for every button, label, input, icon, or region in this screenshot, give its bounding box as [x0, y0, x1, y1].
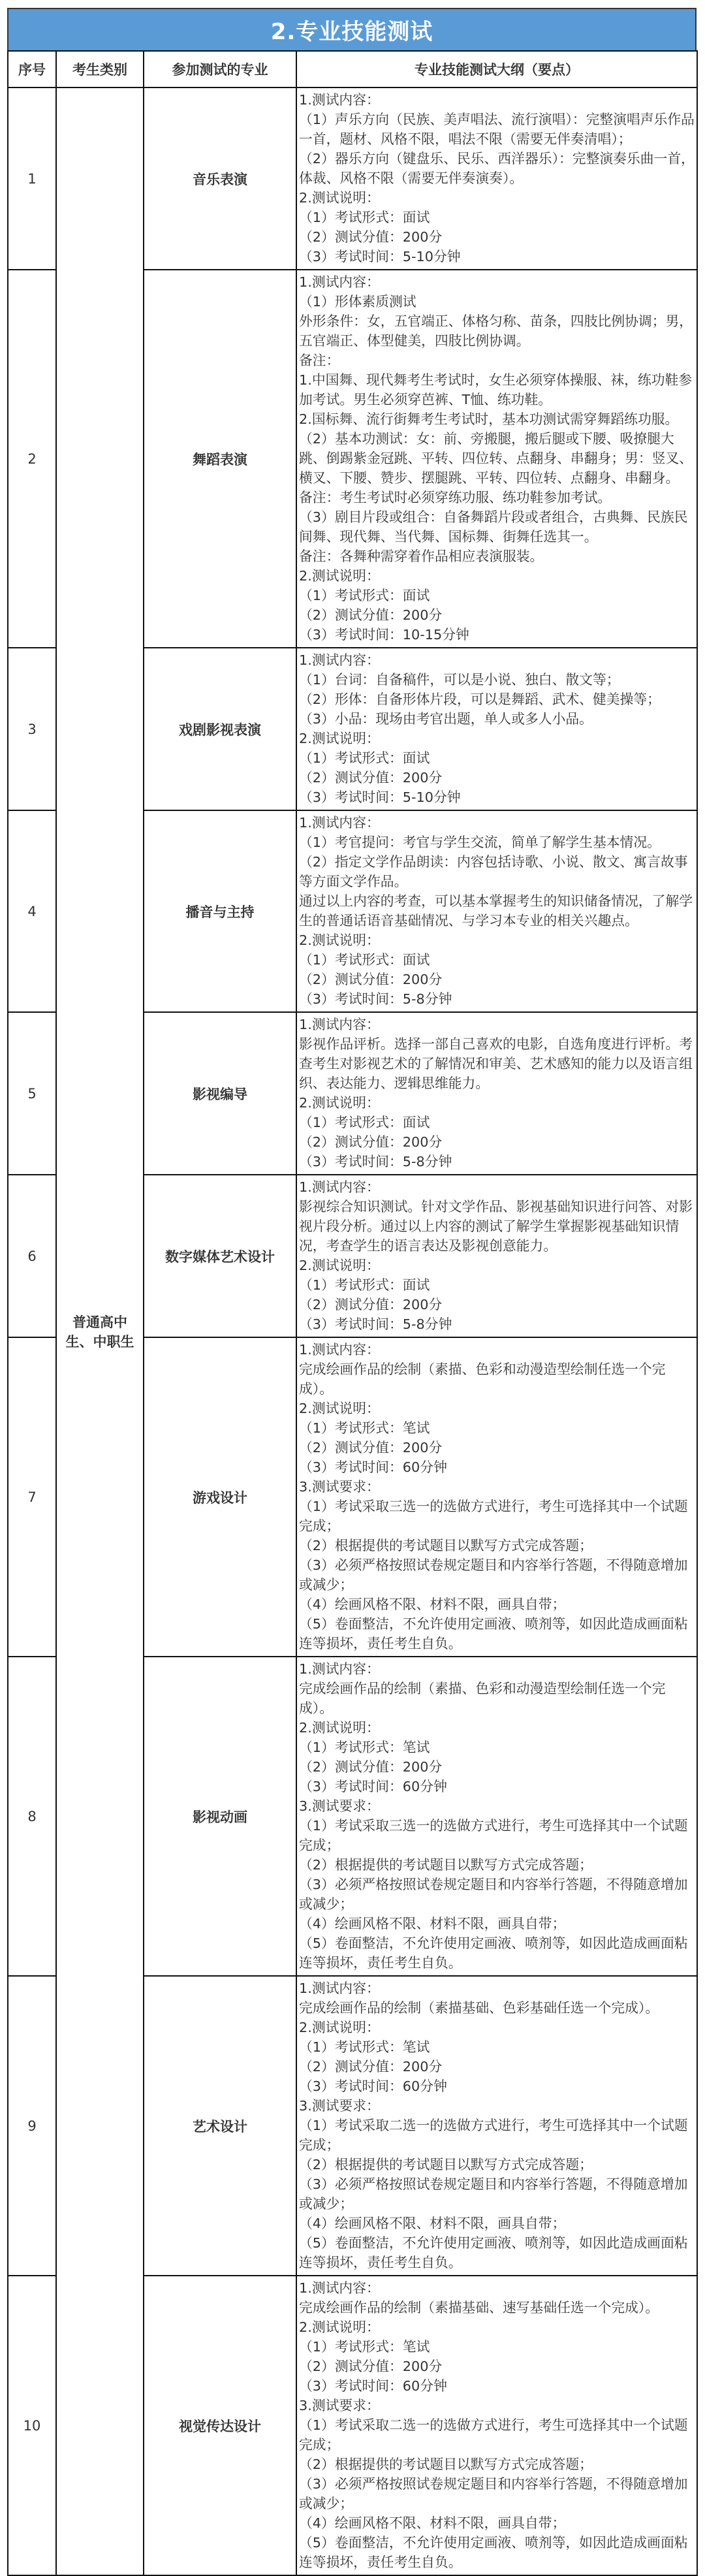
- test-outline: [296, 1976, 697, 2276]
- outline-line: （1）考官提问：考官与学生交流，简单了解学生基本情况。: [299, 835, 661, 850]
- header-outline: 专业技能测试大纲（要点）: [296, 51, 697, 87]
- outline-line: （2）指定文学作品朗读：内容包括诗歌、小说、散文、寓言故事等方面文学作品。: [299, 854, 688, 889]
- outline-line: （1）考试形式：笔试: [299, 1740, 430, 1755]
- outline-line: 2.测试说明：: [299, 1720, 380, 1736]
- outline-line: （3）考试时间：60分钟: [299, 1459, 447, 1475]
- outline-line: 3.测试要求：: [299, 2398, 380, 2413]
- outline-line: （2）测试分值：200分: [299, 2359, 443, 2374]
- row-number: 5: [8, 1012, 56, 1175]
- test-outline: [296, 2276, 697, 2575]
- test-outline: [296, 648, 697, 810]
- major-name: 戏剧影视表演: [144, 648, 296, 810]
- row-number: 1: [8, 87, 56, 270]
- table-title: 2.专业技能测试: [270, 19, 433, 45]
- outline-line: 3.测试要求：: [299, 1798, 380, 1814]
- outline-line: 1.测试内容：: [299, 1179, 380, 1195]
- outline-line: （2）器乐方向（键盘乐、民乐、西洋器乐）：完整演奏乐曲一首，体裁、风格不限（需要无伴奏演奏）。: [299, 151, 695, 186]
- outline-line: （2）测试分值：200分: [299, 1440, 443, 1455]
- outline-line: （3）考试时间：60分钟: [299, 2378, 447, 2394]
- test-outline: [296, 87, 697, 270]
- outline-line: （2）测试分值：200分: [299, 1759, 443, 1775]
- table-title-band: [7, 8, 697, 50]
- outline-line: （1）考试形式：面试: [299, 588, 430, 603]
- major-name: 视觉传达设计: [144, 2276, 296, 2575]
- row-number: 2: [8, 270, 56, 648]
- outline-line: （1）形体素质测试: [299, 294, 416, 310]
- outline-line: （1）考试形式：面试: [299, 1115, 430, 1130]
- outline-line: （3）必须严格按照试卷规定题目和内容举行答题，不得随意增加或减少；: [299, 1557, 688, 1593]
- outline-line: 2.测试说明：: [299, 1401, 380, 1416]
- outline-line: 完成绘画作品的绘制（素描、色彩和动漫造型绘制任选一个完成）。: [299, 1361, 666, 1397]
- outline-line: 外形条件：女，五官端正、体格匀称、苗条，四肢比例协调；男，五官端正、体型健美，四肢比例协调。: [299, 313, 693, 349]
- outline-line: 完成绘画作品的绘制（素描、色彩和动漫造型绘制任选一个完成）。: [299, 1681, 666, 1716]
- outline-line: （2）测试分值：200分: [299, 972, 443, 987]
- outline-line: （1）声乐方向（民族、美声唱法、流行演唱）：完整演唱声乐作品一首，题材、风格不限，唱法不限（需要无伴奏清唱）；: [299, 112, 695, 147]
- outline-line: （3）考试时间：10-15分钟: [299, 627, 469, 643]
- outline-line: 2.测试说明：: [299, 190, 380, 206]
- header-no: 序号: [8, 51, 56, 87]
- header-major: 参加测试的专业: [144, 51, 296, 87]
- outline-line: （1）考试形式：面试: [299, 952, 430, 968]
- major-name: 艺术设计: [144, 1976, 296, 2276]
- row-number: 10: [8, 2276, 56, 2575]
- outline-line: 2.测试说明：: [299, 731, 380, 746]
- outline-line: （2）基本功测试：女：前、旁搬腿，搬后腿或下腰、吸撩腿大跳、倒踢紫金冠跳、平转、四位转、点翻身、串翻身；男：竖叉、横叉、下腰、赞步、摆腿跳、平转、四位转、点翻身、串翻身。: [299, 431, 693, 486]
- row-number: 3: [8, 648, 56, 810]
- row-number: 8: [8, 1657, 56, 1976]
- outline-line: （3）考试时间：5-10分钟: [299, 249, 461, 264]
- outline-line: 1.测试内容：: [299, 2280, 380, 2296]
- outline-line: 3.测试要求：: [299, 2098, 380, 2114]
- row-number: 6: [8, 1175, 56, 1337]
- test-outline: [296, 270, 697, 648]
- outline-line: （2）根据提供的考试题目以默写方式完成答题；: [299, 2157, 593, 2172]
- outline-line: （5）卷面整洁，不允许使用定画液、喷剂等，如因此造成画面粘连等损坏，责任考生自负。: [299, 1935, 688, 1971]
- outline-line: 1.测试内容：: [299, 1342, 380, 1358]
- outline-line: 2.测试说明：: [299, 1258, 380, 1273]
- outline-line: （1）考试采取二选一的选做方式进行，考生可选择其中一个试题完成；: [299, 2118, 688, 2153]
- outline-line: （3）考试时间：5-8分钟: [299, 1154, 452, 1169]
- outline-line: （2）测试分值：200分: [299, 770, 443, 786]
- outline-line: 1.测试内容：: [299, 815, 380, 831]
- outline-line: （2）形体：自备形体片段，可以是舞蹈、武术、健美操等；: [299, 692, 661, 707]
- outline-line: （1）考试采取三选一的选做方式进行，考生可选择其中一个试题完成；: [299, 1818, 688, 1853]
- outline-line: （2）测试分值：200分: [299, 229, 443, 245]
- outline-line: 影视作品评析。选择一部自己喜欢的电影，自选角度进行评析。考查考生对影视艺术的了解情况和审美、艺术感知的能力以及语言组织、表达能力、逻辑思维能力。: [299, 1036, 693, 1091]
- outline-line: （1）考试形式：面试: [299, 750, 430, 766]
- outline-line: （1）考试采取二选一的选做方式进行，考生可选择其中一个试题完成；: [299, 2417, 688, 2453]
- candidate-category: 普通高中生、中职生: [56, 87, 144, 2575]
- header-category: 考生类别: [56, 51, 144, 87]
- outline-line: 1.测试内容：: [299, 274, 380, 290]
- major-name: 音乐表演: [144, 87, 296, 270]
- outline-line: （2）测试分值：200分: [299, 1134, 443, 1150]
- outline-line: 通过以上内容的考查，可以基本掌握考生的知识储备情况，了解学生的普通话语音基础情况、与学习本专业的相关兴趣点。: [299, 893, 693, 929]
- outline-line: （2）测试分值：200分: [299, 607, 443, 623]
- outline-line: 3.测试要求：: [299, 1479, 380, 1495]
- outline-line: （1）考试形式：笔试: [299, 2339, 430, 2355]
- outline-line: （3）剧目片段或组合：自备舞蹈片段或者组合，古典舞、民族民间舞、现代舞、当代舞、国标舞、街舞任选其一。: [299, 509, 688, 545]
- outline-line: 影视综合知识测试。针对文学作品、影视基础知识进行问答、对影视片段分析。通过以上内容的测试了解学生掌握影视基础知识情况，考查学生的语言表达及影视创意能力。: [299, 1199, 693, 1254]
- outline-line: （3）考试时间：5-8分钟: [299, 991, 452, 1007]
- outline-line: 2.测试说明：: [299, 932, 380, 948]
- outline-line: （3）必须严格按照试卷规定题目和内容举行答题，不得随意增加或减少；: [299, 2476, 688, 2511]
- outline-line: （1）考试形式：笔试: [299, 2039, 430, 2055]
- outline-line: 完成绘画作品的绘制（素描基础、色彩基础任选一个完成）。: [299, 2000, 659, 2016]
- outline-line: （3）小品：现场由考官出题，单人或多人小品。: [299, 711, 593, 727]
- major-name: 影视动画: [144, 1657, 296, 1976]
- major-name: 影视编导: [144, 1012, 296, 1175]
- outline-line: （2）测试分值：200分: [299, 1297, 443, 1312]
- skill-test-table-container: [7, 8, 697, 2576]
- outline-line: 2.国标舞、流行街舞考生考试时，基本功测试需穿舞蹈练功服。: [299, 411, 679, 427]
- outline-line: 备注：考生考试时必须穿练功服、练功鞋参加考试。: [299, 490, 612, 505]
- outline-line: （2）测试分值：200分: [299, 2059, 443, 2075]
- test-outline: [296, 1175, 697, 1337]
- outline-line: （4）绘画风格不限、材料不限，画具自带；: [299, 1597, 566, 1612]
- outline-line: （5）卷面整洁，不允许使用定画液、喷剂等，如因此造成画面粘连等损坏，责任考生自负。: [299, 2235, 688, 2270]
- table-row: [8, 87, 697, 270]
- test-outline: [296, 1657, 697, 1976]
- outline-line: （2）根据提供的考试题目以默写方式完成答题；: [299, 1857, 593, 1873]
- outline-line: 1.测试内容：: [299, 652, 380, 668]
- outline-line: （4）绘画风格不限、材料不限，画具自带；: [299, 2216, 566, 2231]
- major-name: 游戏设计: [144, 1337, 296, 1657]
- outline-line: 1.测试内容：: [299, 92, 380, 108]
- row-number: 7: [8, 1337, 56, 1657]
- row-number: 4: [8, 810, 56, 1012]
- outline-line: （3）考试时间：60分钟: [299, 1779, 447, 1794]
- outline-line: 1.测试内容：: [299, 1980, 380, 1996]
- test-outline: [296, 810, 697, 1012]
- outline-line: （3）必须严格按照试卷规定题目和内容举行答题，不得随意增加或减少；: [299, 1877, 688, 1912]
- outline-line: （5）卷面整洁，不允许使用定画液、喷剂等，如因此造成画面粘连等损坏，责任考生自负。: [299, 2535, 688, 2570]
- row-number: 9: [8, 1976, 56, 2276]
- outline-line: （1）考试形式：面试: [299, 1277, 430, 1293]
- outline-line: （5）卷面整洁，不允许使用定画液、喷剂等，如因此造成画面粘连等损坏，责任考生自负。: [299, 1616, 688, 1651]
- outline-line: （2）根据提供的考试题目以默写方式完成答题；: [299, 1538, 593, 1553]
- major-name: 播音与主持: [144, 810, 296, 1012]
- outline-line: （2）根据提供的考试题目以默写方式完成答题；: [299, 2457, 593, 2472]
- outline-line: 2.测试说明：: [299, 2319, 380, 2335]
- test-outline: [296, 1337, 697, 1657]
- outline-line: 2.测试说明：: [299, 2020, 380, 2035]
- outline-line: （1）考试采取三选一的选做方式进行，考生可选择其中一个试题完成；: [299, 1499, 688, 1534]
- major-name: 舞蹈表演: [144, 270, 296, 648]
- outline-line: （1）台词：自备稿件，可以是小说、独白、散文等；: [299, 672, 620, 688]
- major-name: 数字媒体艺术设计: [144, 1175, 296, 1337]
- outline-line: （4）绘画风格不限、材料不限，画具自带；: [299, 1916, 566, 1932]
- outline-line: （3）考试时间：60分钟: [299, 2078, 447, 2094]
- outline-line: 1.测试内容：: [299, 1017, 380, 1032]
- test-outline: [296, 1012, 697, 1175]
- outline-line: （1）考试形式：面试: [299, 210, 430, 225]
- outline-line: 2.测试说明：: [299, 568, 380, 584]
- outline-line: （3）考试时间：5-8分钟: [299, 1316, 452, 1332]
- outline-line: （3）必须严格按照试卷规定题目和内容举行答题，不得随意增加或减少；: [299, 2176, 688, 2212]
- outline-line: 2.测试说明：: [299, 1095, 380, 1111]
- outline-line: （1）考试形式：笔试: [299, 1420, 430, 1436]
- outline-line: （4）绘画风格不限、材料不限，画具自带；: [299, 2515, 566, 2531]
- outline-line: 1.中国舞、现代舞考生考试时，女生必须穿体操服、袜，练功鞋参加考试。男生必须穿芭裤、T恤、练功鞋。: [299, 372, 693, 407]
- outline-line: 完成绘画作品的绘制（素描基础、速写基础任选一个完成）。: [299, 2300, 659, 2315]
- outline-line: 备注：: [299, 353, 340, 368]
- outline-line: 1.测试内容：: [299, 1661, 380, 1677]
- header-row: [8, 51, 697, 87]
- outline-line: 备注：各舞种需穿着作品相应表演服装。: [299, 549, 544, 564]
- skill-test-table: [7, 50, 698, 2576]
- outline-line: （3）考试时间：5-10分钟: [299, 789, 461, 805]
